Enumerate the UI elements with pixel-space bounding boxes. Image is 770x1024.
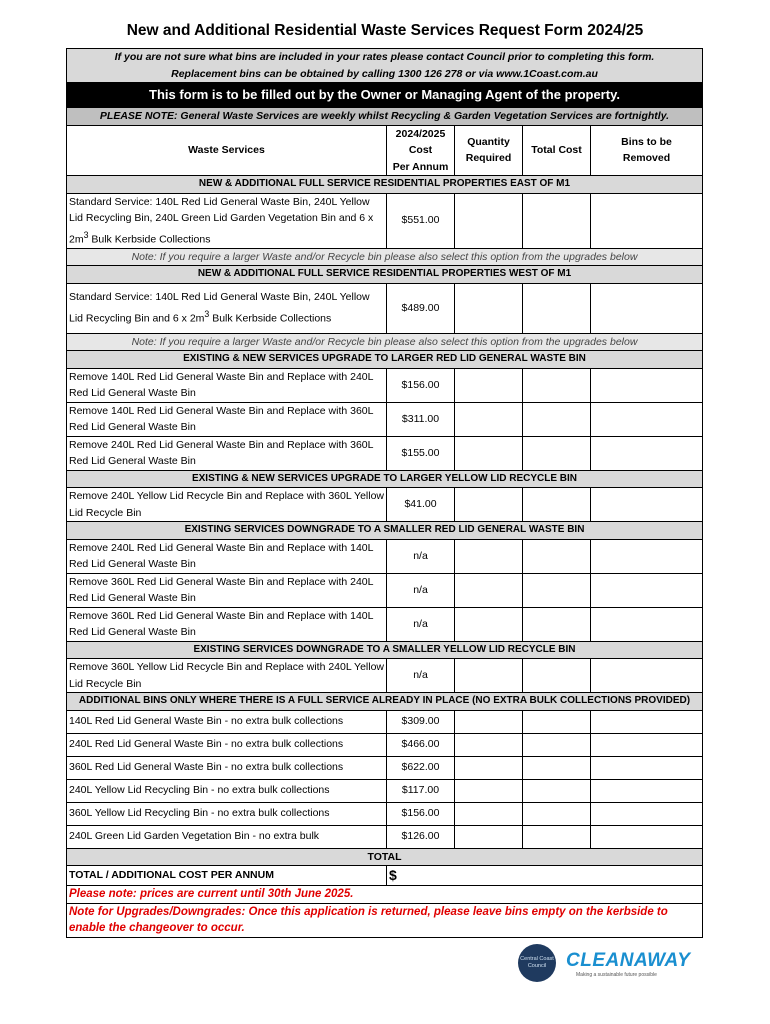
service-description: Remove 360L Yellow Lid Recycle Bin and Replace with 240L Yellow Lid Recycle Bin [67, 659, 387, 693]
header-cost-line1: 2024/2025 Cost [395, 127, 446, 156]
table-row [67, 825, 703, 848]
bins-removed-cell[interactable] [591, 825, 703, 848]
section-title: EXISTING SERVICES DOWNGRADE TO A SMALLER YELLOW LID RECYCLE BIN [67, 641, 703, 659]
total-cost-cell[interactable] [523, 193, 591, 248]
bins-removed-cell[interactable] [591, 779, 703, 802]
table-row [67, 402, 703, 436]
total-cost-cell[interactable] [523, 756, 591, 779]
east-desc-tail: Bulk Kerbside Collections [88, 233, 211, 245]
cost-per-annum: $551.00 [387, 193, 455, 248]
bins-removed-cell[interactable] [591, 802, 703, 825]
bins-removed-cell[interactable] [591, 733, 703, 756]
cost-per-annum: n/a [387, 573, 455, 607]
service-description: Remove 360L Red Lid General Waste Bin and Replace with 140L Red Lid General Waste Bin [67, 607, 387, 641]
total-cost-cell[interactable] [523, 283, 591, 333]
service-description: Remove 240L Red Lid General Waste Bin and Replace with 360L Red Lid General Waste Bin [67, 436, 387, 470]
header-qty-line2: Required [465, 152, 512, 165]
bins-removed-cell[interactable] [591, 488, 703, 522]
header-bins-removed [591, 125, 703, 176]
price-validity-note: Please note: prices are current until 30th June 2025. [67, 886, 703, 904]
changeover-note: Note for Upgrades/Downgrades: Once this application is returned, please leave bins empty on the kerbside to enable the changeover to occur. [67, 903, 703, 937]
total-cost-cell[interactable] [523, 436, 591, 470]
total-label: TOTAL / ADDITIONAL COST PER ANNUM [67, 866, 387, 886]
total-cost-cell[interactable] [523, 779, 591, 802]
table-row [67, 436, 703, 470]
owner-banner: This form is to be filled out by the Owner or Managing Agent of the property. [67, 83, 703, 108]
quantity-input-cell[interactable] [455, 825, 523, 848]
bins-removed-cell[interactable] [591, 710, 703, 733]
table-row [67, 659, 703, 693]
header-total-cost: Total Cost [523, 125, 591, 176]
table-row [67, 539, 703, 573]
quantity-input-cell[interactable] [455, 756, 523, 779]
quantity-input-cell[interactable] [455, 733, 523, 756]
service-description: Remove 240L Red Lid General Waste Bin and Replace with 140L Red Lid General Waste Bin [67, 539, 387, 573]
west-desc-tail: Bulk Kerbside Collections [209, 312, 332, 325]
quantity-input-cell[interactable] [455, 402, 523, 436]
table-row [67, 573, 703, 607]
quantity-input-cell[interactable] [455, 710, 523, 733]
quantity-input-cell[interactable] [455, 193, 523, 248]
service-description [67, 193, 387, 248]
cost-per-annum: $126.00 [387, 825, 455, 848]
request-form-table [66, 48, 703, 938]
quantity-input-cell[interactable] [455, 368, 523, 402]
service-description: 140L Red Lid General Waste Bin - no extra bulk collections [67, 710, 387, 733]
bins-removed-cell[interactable] [591, 607, 703, 641]
total-cost-cell[interactable] [523, 825, 591, 848]
cost-per-annum: $489.00 [387, 283, 455, 333]
cost-per-annum: n/a [387, 539, 455, 573]
header-cost [387, 125, 455, 176]
total-cost-cell[interactable] [523, 802, 591, 825]
table-row [67, 779, 703, 802]
bins-removed-cell[interactable] [591, 402, 703, 436]
bins-removed-cell[interactable] [591, 368, 703, 402]
table-row [67, 802, 703, 825]
section-title: ADDITIONAL BINS ONLY WHERE THERE IS A FULL SERVICE ALREADY IN PLACE (NO EXTRA BULK COLLECTIONS PROVIDED) [67, 693, 703, 711]
header-quantity [455, 125, 523, 176]
bins-removed-cell[interactable] [591, 283, 703, 333]
total-cost-cell[interactable] [523, 488, 591, 522]
cost-per-annum: $311.00 [387, 402, 455, 436]
cleanaway-logo: CLEANAWAY [566, 950, 691, 971]
header-cost-line2: Per Annum [392, 160, 449, 173]
total-cost-cell[interactable] [523, 573, 591, 607]
table-row [67, 488, 703, 522]
section-title-east: NEW & ADDITIONAL FULL SERVICE RESIDENTIAL PROPERTIES EAST OF M1 [67, 176, 703, 194]
cost-per-annum: $155.00 [387, 436, 455, 470]
total-cost-cell[interactable] [523, 539, 591, 573]
table-row [67, 368, 703, 402]
bins-removed-cell[interactable] [591, 756, 703, 779]
total-cost-cell[interactable] [523, 607, 591, 641]
west-desc-sup: 3 [204, 308, 210, 319]
cost-per-annum: $117.00 [387, 779, 455, 802]
section-title: EXISTING SERVICES DOWNGRADE TO A SMALLER RED LID GENERAL WASTE BIN [67, 522, 703, 540]
service-description: 240L Green Lid Garden Vegetation Bin - no extra bulk [67, 825, 387, 848]
east-desc-sup: 3 [83, 229, 89, 240]
total-cost-cell[interactable] [523, 368, 591, 402]
table-row [67, 607, 703, 641]
table-row [67, 733, 703, 756]
bins-removed-cell[interactable] [591, 659, 703, 693]
section-title: EXISTING & NEW SERVICES UPGRADE TO LARGER RED LID GENERAL WASTE BIN [67, 351, 703, 369]
section-title: EXISTING & NEW SERVICES UPGRADE TO LARGER YELLOW LID RECYCLE BIN [67, 470, 703, 488]
section-title-west: NEW & ADDITIONAL FULL SERVICE RESIDENTIAL PROPERTIES WEST OF M1 [67, 266, 703, 284]
page-title: New and Additional Residential Waste Services Request Form 2024/25 [126, 22, 644, 39]
total-cost-cell[interactable] [523, 659, 591, 693]
frequency-note: PLEASE NOTE: General Waste Services are weekly whilst Recycling & Garden Vegetation Services are fortnightly. [67, 108, 703, 126]
cost-per-annum: $156.00 [387, 368, 455, 402]
bins-removed-cell[interactable] [591, 193, 703, 248]
quantity-input-cell[interactable] [455, 607, 523, 641]
cost-per-annum: $309.00 [387, 710, 455, 733]
cost-per-annum: $156.00 [387, 802, 455, 825]
cost-per-annum: n/a [387, 659, 455, 693]
west-desc-text: Standard Service: 140L Red Lid General Waste Bin, 240L Yellow Lid Recycling Bin and 6 x 2m [69, 291, 370, 325]
service-description: Remove 240L Yellow Lid Recycle Bin and Replace with 360L Yellow Lid Recycle Bin [67, 488, 387, 522]
table-row [67, 756, 703, 779]
cost-per-annum: $466.00 [387, 733, 455, 756]
quantity-input-cell[interactable] [455, 539, 523, 573]
cleanaway-tagline: Making a sustainable future possible [576, 972, 657, 978]
service-description: 360L Yellow Lid Recycling Bin - no extra bulk collections [67, 802, 387, 825]
service-description [67, 283, 387, 333]
upgrade-note: Note: If you require a larger Waste and/or Recycle bin please also select this option from the upgrades below [67, 248, 703, 266]
total-amount-field[interactable]: $ [387, 866, 703, 886]
total-cost-cell[interactable] [523, 402, 591, 436]
bins-removed-cell[interactable] [591, 573, 703, 607]
quantity-input-cell[interactable] [455, 659, 523, 693]
service-description: 360L Red Lid General Waste Bin - no extra bulk collections [67, 756, 387, 779]
quantity-input-cell[interactable] [455, 488, 523, 522]
total-header: TOTAL [67, 848, 703, 866]
info-note [67, 49, 703, 83]
info-line-1: If you are not sure what bins are included in your rates please contact Council prior to completing this form. [114, 51, 655, 63]
total-cost-cell[interactable] [523, 710, 591, 733]
quantity-input-cell[interactable] [455, 436, 523, 470]
quantity-input-cell[interactable] [455, 573, 523, 607]
upgrade-note: Note: If you require a larger Waste and/or Recycle bin please also select this option from the upgrades below [67, 333, 703, 351]
service-description: 240L Red Lid General Waste Bin - no extra bulk collections [67, 733, 387, 756]
service-description: 240L Yellow Lid Recycling Bin - no extra bulk collections [67, 779, 387, 802]
header-remove-line2: Removed [622, 152, 671, 165]
bins-removed-cell[interactable] [591, 436, 703, 470]
cost-per-annum: n/a [387, 607, 455, 641]
service-description: Remove 360L Red Lid General Waste Bin and Replace with 240L Red Lid General Waste Bin [67, 573, 387, 607]
bins-removed-cell[interactable] [591, 539, 703, 573]
quantity-input-cell[interactable] [455, 802, 523, 825]
quantity-input-cell[interactable] [455, 283, 523, 333]
council-logo-icon: Central Coast Council [518, 944, 556, 982]
cost-per-annum: $41.00 [387, 488, 455, 522]
quantity-input-cell[interactable] [455, 779, 523, 802]
east-desc-text: Standard Service: 140L Red Lid General Waste Bin, 240L Yellow Lid Recycling Bin, 240L Green Lid Garden Vegetation Bin and 6 x 2m [69, 195, 374, 245]
total-cost-cell[interactable] [523, 733, 591, 756]
service-description: Remove 140L Red Lid General Waste Bin and Replace with 240L Red Lid General Waste Bin [67, 368, 387, 402]
header-remove-line1: Bins to be [621, 135, 672, 148]
header-waste-services: Waste Services [67, 125, 387, 176]
table-row [67, 710, 703, 733]
header-qty-line1: Quantity [467, 135, 510, 148]
service-description: Remove 140L Red Lid General Waste Bin and Replace with 360L Red Lid General Waste Bin [67, 402, 387, 436]
info-line-2: Replacement bins can be obtained by calling 1300 126 278 or via www.1Coast.com.au [171, 67, 598, 80]
cost-per-annum: $622.00 [387, 756, 455, 779]
